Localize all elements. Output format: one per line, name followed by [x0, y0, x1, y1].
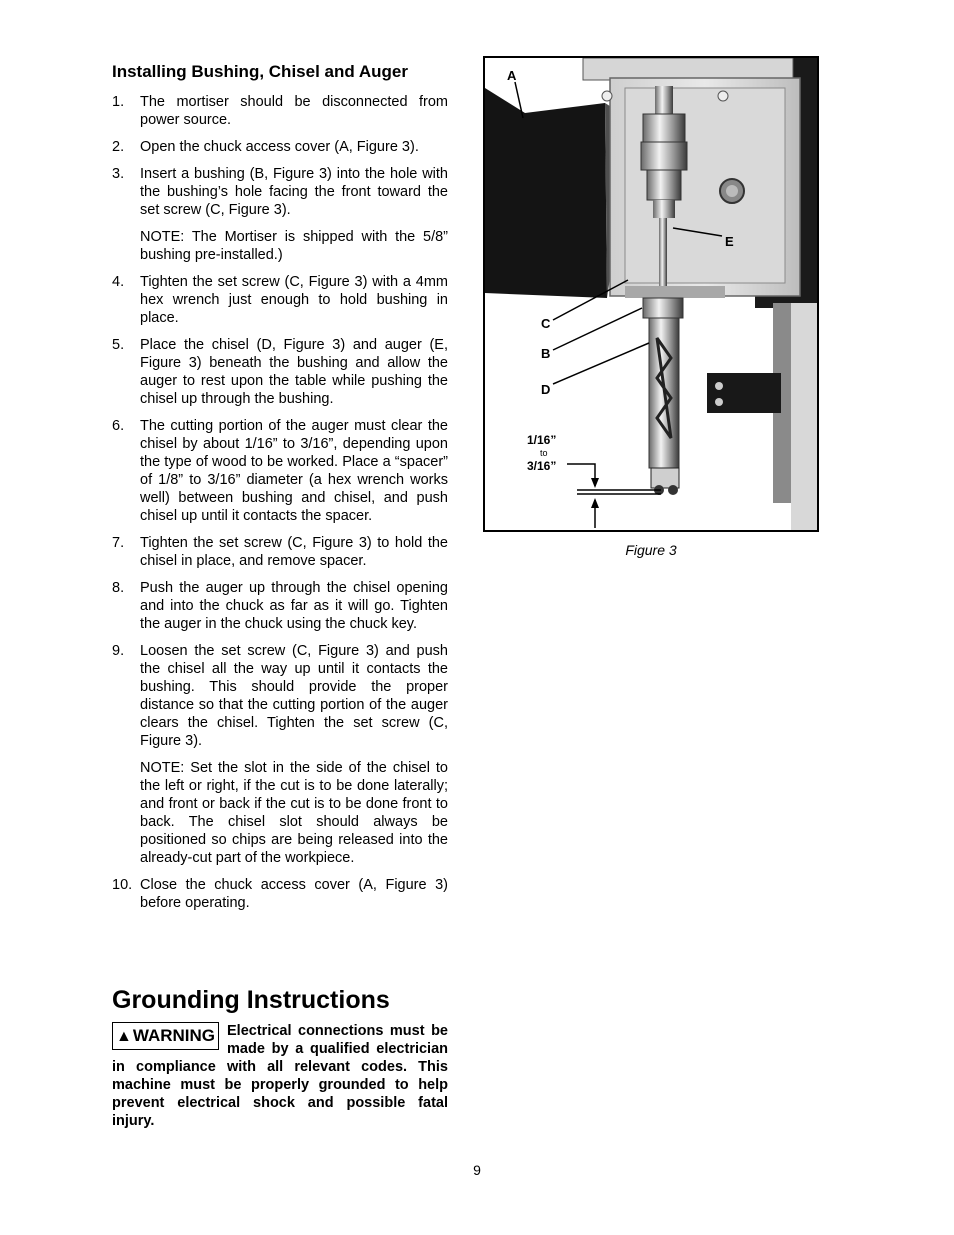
- step-text: Close the chuck access cover (A, Figure 3) before operating.: [140, 877, 448, 911]
- mortiser-chuck-photo: [485, 58, 817, 530]
- section-title: Installing Bushing, Chisel and Auger: [112, 62, 408, 81]
- step-number: 1.: [112, 94, 125, 110]
- grounding-title: Grounding Instructions: [112, 986, 390, 1014]
- warning-label: WARNING: [132, 1026, 216, 1045]
- step-item: [112, 93, 448, 129]
- warning-triangle-icon: ▲: [116, 1028, 132, 1045]
- warning-text: Electrical connections must be made by a qualified electrician in compliance with all relevant codes. This machine must be properly grounded to help prevent electrical shock and possible fatal injury.: [112, 1023, 448, 1129]
- step-text: The cutting portion of the auger must clear the chisel by about 1/16” to 3/16”, depending upon the type of wood to be worked. Place a “spacer” of 1/8” to 3/16” diameter (a hex wrench works well) between bushing and chisel, and push chisel up until it contacts the spacer.: [140, 418, 448, 524]
- step-item: [112, 273, 448, 327]
- step-item: [112, 138, 448, 156]
- dim-top-label: 1/16”: [527, 433, 557, 447]
- label-d: D: [541, 382, 551, 397]
- step-item: [112, 534, 448, 570]
- page-number: 9: [473, 1162, 481, 1178]
- step-number: 6.: [112, 418, 125, 434]
- figure-caption: Figure 3: [625, 542, 677, 558]
- steps-list: [112, 93, 448, 912]
- step-number: 4.: [112, 274, 125, 290]
- instructions-column: [112, 62, 448, 921]
- dim-mid-label: to: [540, 448, 548, 458]
- step-item: [112, 876, 448, 912]
- step-text: Push the auger up through the chisel opening and into the chuck as far as it will go. Tighten the auger in the chuck using the chuck key.: [140, 580, 448, 632]
- label-c: C: [541, 316, 551, 331]
- figure-3: [483, 56, 819, 532]
- step-text: Open the chuck access cover (A, Figure 3).: [140, 139, 419, 155]
- warning-block: [112, 1022, 448, 1130]
- step-item: [112, 642, 448, 867]
- step-text: Loosen the set screw (C, Figure 3) and push the chisel all the way up until it contacts the bushing. This should provide the proper distance so that the cutting portion of the auger clears the chisel. Tighten the set screw (C, Figure 3).: [140, 643, 448, 749]
- step-note: NOTE: Set the slot in the side of the chisel to the left or right, if the cut is to be done laterally; and front or back if the cut is to be done front to back. The chisel slot should always be positioned so chips are being released into the already-cut part of the workpiece.: [140, 760, 448, 866]
- step-text: Tighten the set screw (C, Figure 3) with a 4mm hex wrench just enough to hold bushing in place.: [140, 274, 448, 326]
- dim-bottom-label: 3/16”: [527, 459, 557, 473]
- step-text: Place the chisel (D, Figure 3) and auger (E, Figure 3) beneath the bushing and allow the auger to rest upon the table while pushing the chisel up through the bushing.: [140, 337, 448, 407]
- step-number: 8.: [112, 580, 125, 596]
- step-item: [112, 336, 448, 408]
- step-note: NOTE: The Mortiser is shipped with the 5/8” bushing pre-installed.): [140, 229, 448, 263]
- step-number: 3.: [112, 166, 125, 182]
- step-text: The mortiser should be disconnected from power source.: [140, 94, 448, 128]
- label-b: B: [541, 346, 551, 361]
- label-e: E: [725, 234, 734, 249]
- step-item: [112, 579, 448, 633]
- step-number: 5.: [112, 337, 125, 353]
- step-number: 2.: [112, 139, 125, 155]
- warning-badge: [112, 1022, 219, 1050]
- step-text: Tighten the set screw (C, Figure 3) to hold the chisel in place, and remove spacer.: [140, 535, 448, 569]
- step-number: 10.: [112, 877, 133, 893]
- step-item: [112, 417, 448, 525]
- label-a: A: [507, 68, 517, 83]
- step-number: 7.: [112, 535, 125, 551]
- step-number: 9.: [112, 643, 125, 659]
- step-item: [112, 165, 448, 264]
- step-text: Insert a bushing (B, Figure 3) into the hole with the bushing’s hole facing the front toward the set screw (C, Figure 3).: [140, 166, 448, 218]
